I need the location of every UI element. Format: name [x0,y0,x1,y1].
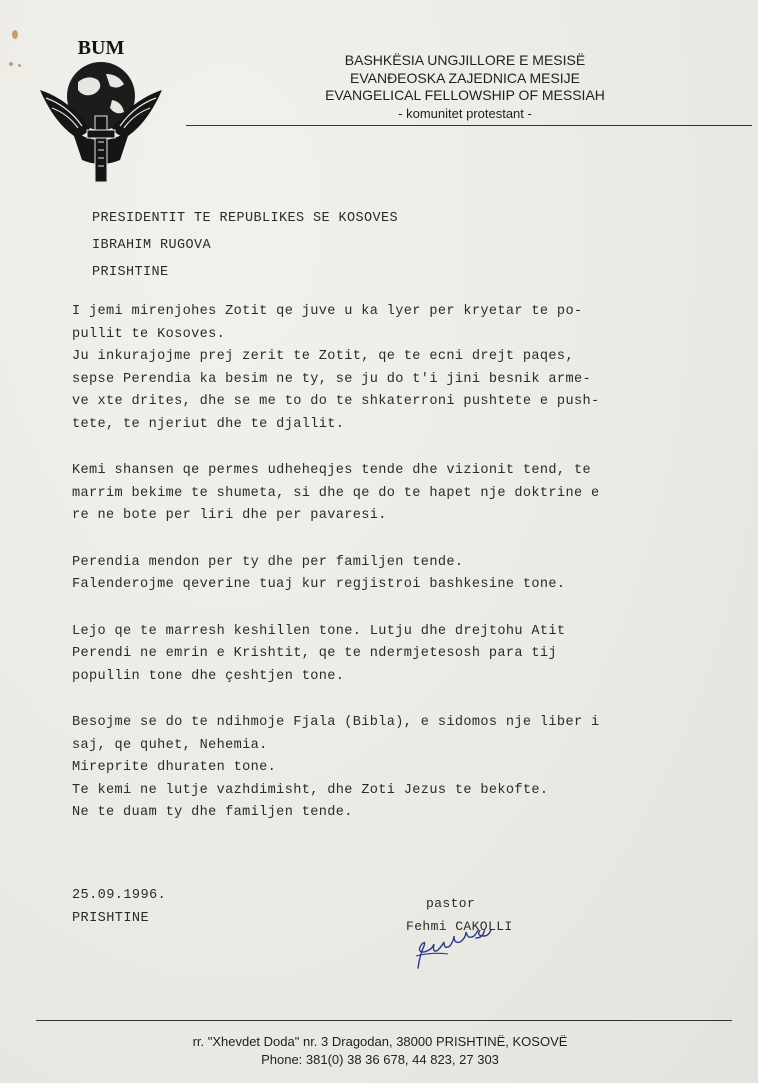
signer-name: Fehmi CAKOLLI [406,919,513,934]
footer [120,1033,640,1069]
letter-body [72,301,692,825]
bum-logo [32,30,170,186]
body-line: Mireprite dhuraten tone. [72,760,277,775]
body-line: tete, te njeriut dhe te djallit. [72,416,345,432]
body-line: marrim bekime te shumeta, si dhe qe do te hapet nje doktrine e [72,485,600,501]
body-line: Perendi ne emrin e Krishtit, qe te ndermjetesosh para tij [72,646,557,661]
body-line: Lejo qe te marresh keshillen tone. Lutju dhe drejtohu Atit [72,623,566,639]
body-line: Ju inkurajojme prej zerit te Zotit, qe te ecni drejt paqes, [72,349,574,364]
paper-stain [12,30,18,39]
logo-text: BUM [77,37,125,59]
org-name-serbian: EVANĐEOSKA ZAJEDNICA MESIJE [349,69,581,86]
body-line: sepse Perendia ka besim ne ty, se ju do t'i jini besnik arme- [72,371,591,387]
recipient-city: PRISHTINE [92,265,169,280]
footer-address: rr. "Xhevdet Doda" nr. 3 Dragodan, 38000 PRISHTINË, KOSOVË [192,1034,568,1049]
org-name-english: EVANGELICAL FELLOWSHIP OF MESSIAH [325,87,605,103]
org-subtitle: - komunitet protestant - [398,105,532,121]
organization-header [300,52,630,122]
body-line: Besojme se do te ndihmoje Fjala (Bibla), e sidomos nje liber i [72,715,600,730]
body-line: ve xte drites, dhe se me to do te shkaterroni pushtete e push- [72,394,600,409]
body-line: Ne te duam ty dhe familjen tende. [72,805,353,820]
paper-stain [18,64,21,67]
signer-title: pastor [426,896,476,911]
letter-date: 25.09.1996. [72,888,167,903]
header-divider [186,125,752,126]
body-line: Kemi shansen qe permes udheheqjes tende dhe vizionit tend, te [72,463,591,478]
date-block [72,884,166,930]
body-line: popullin tone dhe çeshtjen tone. [72,668,345,684]
body-line: I jemi mirenjohes Zotit qe juve u ka lyer per kryetar te po- [72,304,583,319]
footer-phone: Phone: 381(0) 38 36 678, 44 823, 27 303 [261,1052,499,1067]
body-line: Falenderojme qeverine tuaj kur regjistroi bashkesine tone. [72,577,566,592]
handwritten-signature [410,930,500,972]
recipient-title: PRESIDENTIT TE REPUBLIKES SE KOSOVES [92,211,399,226]
body-line: pullit te Kosoves. [72,326,226,342]
body-line: Te kemi ne lutje vazhdimisht, dhe Zoti Jezus te bekofte. [72,782,549,798]
org-name-albanian: BASHKËSIA UNGJILLORE E MESISË [344,52,586,68]
body-line: Perendia mendon per ty dhe per familjen tende. [72,554,464,570]
body-line: re ne bote per liri dhe per pavaresi. [72,508,387,523]
body-line: saj, qe quhet, Nehemia. [72,737,268,753]
footer-divider [36,1020,732,1021]
paper-stain [9,62,13,66]
letter-place: PRISHTINE [72,911,150,926]
recipient-name: IBRAHIM RUGOVA [92,238,212,253]
recipient-block [92,205,398,286]
